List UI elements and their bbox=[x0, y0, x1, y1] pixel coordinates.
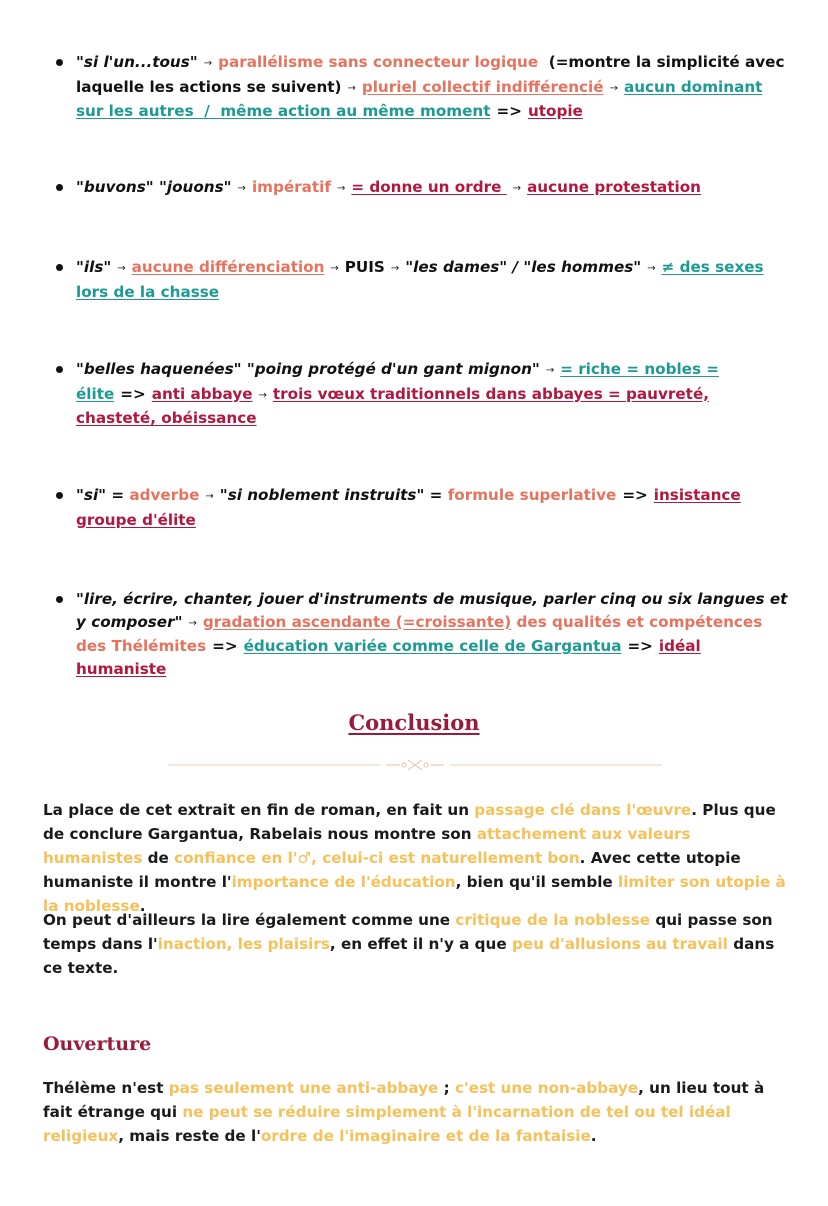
annotation: aucun dominant sur les autres bbox=[76, 77, 763, 120]
annotation: ≠ des sexes lors de la chasse bbox=[76, 258, 764, 301]
conclusion-paragraph-2 bbox=[43, 908, 793, 980]
arrow-icon: → bbox=[347, 82, 356, 94]
annotation: aucune différenciation bbox=[131, 258, 325, 276]
equals: = bbox=[111, 486, 125, 504]
list-item bbox=[76, 358, 788, 430]
arrow-icon: → bbox=[237, 183, 246, 194]
highlight: inaction, les plaisirs bbox=[157, 935, 330, 953]
arrow-icon: → bbox=[512, 183, 522, 194]
annotation: adverbe bbox=[129, 486, 200, 504]
arrow-icon: → bbox=[203, 58, 213, 69]
implies: => bbox=[622, 486, 648, 504]
arrow-icon: → bbox=[609, 82, 618, 94]
annotation: impératif bbox=[251, 178, 331, 196]
quote: "ils" bbox=[76, 258, 112, 276]
equals: = bbox=[429, 486, 443, 504]
highlight: pas seulement une anti-abbaye bbox=[168, 1079, 439, 1097]
arrow-icon: → bbox=[330, 263, 339, 274]
implies: => bbox=[212, 637, 238, 655]
quote: "belles haquenées" "poing protégé d'un gant mignon" bbox=[76, 360, 540, 378]
quote: "si" bbox=[76, 486, 107, 504]
annotation: trois vœux traditionnels dans abbayes = pauvreté, chasteté, obéissance bbox=[76, 384, 710, 427]
annotation: formule superlative bbox=[447, 486, 617, 504]
annotation: parallélisme sans connecteur logique bbox=[218, 53, 539, 71]
text: . Avec cette utopie humaniste il montre l' bbox=[43, 849, 741, 891]
highlight: c'est une non-abbaye bbox=[455, 1079, 639, 1097]
list-item bbox=[76, 256, 788, 303]
highlight: passage clé dans l'œuvre bbox=[474, 801, 692, 819]
annotation: utopie bbox=[527, 102, 583, 120]
list-item bbox=[76, 588, 788, 680]
list-item bbox=[76, 51, 788, 123]
arrow-icon: → bbox=[545, 365, 555, 376]
conclusion-title: Conclusion bbox=[348, 710, 480, 735]
annotation: pluriel collectif indifférencié bbox=[361, 77, 604, 96]
ouverture-paragraph bbox=[43, 1076, 793, 1148]
text: Thélème n'est bbox=[43, 1079, 169, 1097]
annotation: = donne un ordre bbox=[351, 178, 502, 196]
implies: => bbox=[627, 637, 653, 655]
implies: => bbox=[496, 102, 522, 120]
highlight: attachement aux valeurs humanistes bbox=[43, 825, 691, 867]
annotation: idéal humaniste bbox=[76, 637, 701, 678]
separator: / bbox=[204, 102, 210, 120]
text: , mais reste de l' bbox=[118, 1127, 261, 1145]
text: On peut d'ailleurs la lire également comme une bbox=[43, 911, 456, 929]
highlight: limiter son utopie à la noblesse bbox=[43, 873, 786, 915]
text: ; bbox=[438, 1079, 456, 1097]
annotation: PUIS bbox=[344, 258, 385, 276]
list-item bbox=[76, 484, 788, 531]
text: . Plus que de conclure Gargantua, Rabelais nous montre son bbox=[43, 801, 776, 843]
implies: => bbox=[120, 384, 146, 403]
text: . bbox=[590, 1127, 597, 1145]
text: qui passe son temps dans l' bbox=[43, 911, 773, 953]
ouverture-title: Ouverture bbox=[43, 1033, 152, 1055]
arrow-icon: → bbox=[188, 617, 197, 629]
quote: "si l'un...tous" bbox=[76, 53, 198, 71]
annotation: anti abbaye bbox=[151, 384, 253, 403]
arrow-icon: → bbox=[336, 183, 346, 194]
text: , en effet il n'y a que bbox=[329, 935, 512, 953]
highlight: confiance en l'♂, celui-ci est naturellement bon bbox=[174, 849, 580, 867]
highlight: critique de la noblesse bbox=[455, 911, 651, 929]
text: La place de cet extrait en fin de roman, en fait un bbox=[43, 801, 475, 819]
list-item bbox=[76, 176, 788, 201]
highlight: ne peut se réduire simplement à l'incarnation de tel ou tel idéal religieux bbox=[43, 1103, 731, 1145]
text: de bbox=[142, 849, 175, 867]
arrow-icon: → bbox=[258, 389, 267, 401]
ornament-divider bbox=[168, 756, 662, 774]
text: , bien qu'il semble bbox=[455, 873, 618, 891]
arrow-icon: → bbox=[647, 263, 656, 274]
quote: "si noblement instruits" bbox=[219, 486, 425, 504]
highlight: ordre de l'imaginaire et de la fantaisie bbox=[260, 1127, 591, 1145]
highlight: importance de l'éducation bbox=[231, 873, 456, 891]
text: . bbox=[139, 897, 146, 915]
conclusion-paragraph-1 bbox=[43, 798, 793, 918]
quote: "buvons" "jouons" bbox=[76, 178, 232, 196]
annotation: gradation ascendante (=croissante) bbox=[202, 612, 512, 631]
text: dans ce texte. bbox=[43, 935, 775, 977]
highlight: peu d'allusions au travail bbox=[511, 935, 728, 953]
annotation: aucune protestation bbox=[527, 178, 701, 196]
text: , un lieu tout à fait étrange qui bbox=[43, 1079, 765, 1121]
arrow-icon: → bbox=[390, 263, 400, 274]
quote: "les dames" / "les hommes" bbox=[405, 258, 642, 276]
arrow-icon: → bbox=[205, 491, 214, 502]
annotation: éducation variée comme celle de Gargantua bbox=[243, 637, 622, 655]
annotation: même action au même moment bbox=[220, 102, 491, 120]
annotation: (=montre la simplicité avec laquelle les actions se suivent) bbox=[76, 53, 785, 96]
annotation: des qualités et compétences des Thélémites bbox=[76, 612, 763, 655]
quote: "lire, écrire, chanter, jouer d'instruments de musique, parler cinq ou six langues et y composer" bbox=[76, 590, 788, 631]
annotation: insistance groupe d'élite bbox=[76, 486, 741, 529]
arrow-icon: → bbox=[117, 263, 126, 274]
annotation: = riche = nobles = élite bbox=[76, 360, 720, 403]
